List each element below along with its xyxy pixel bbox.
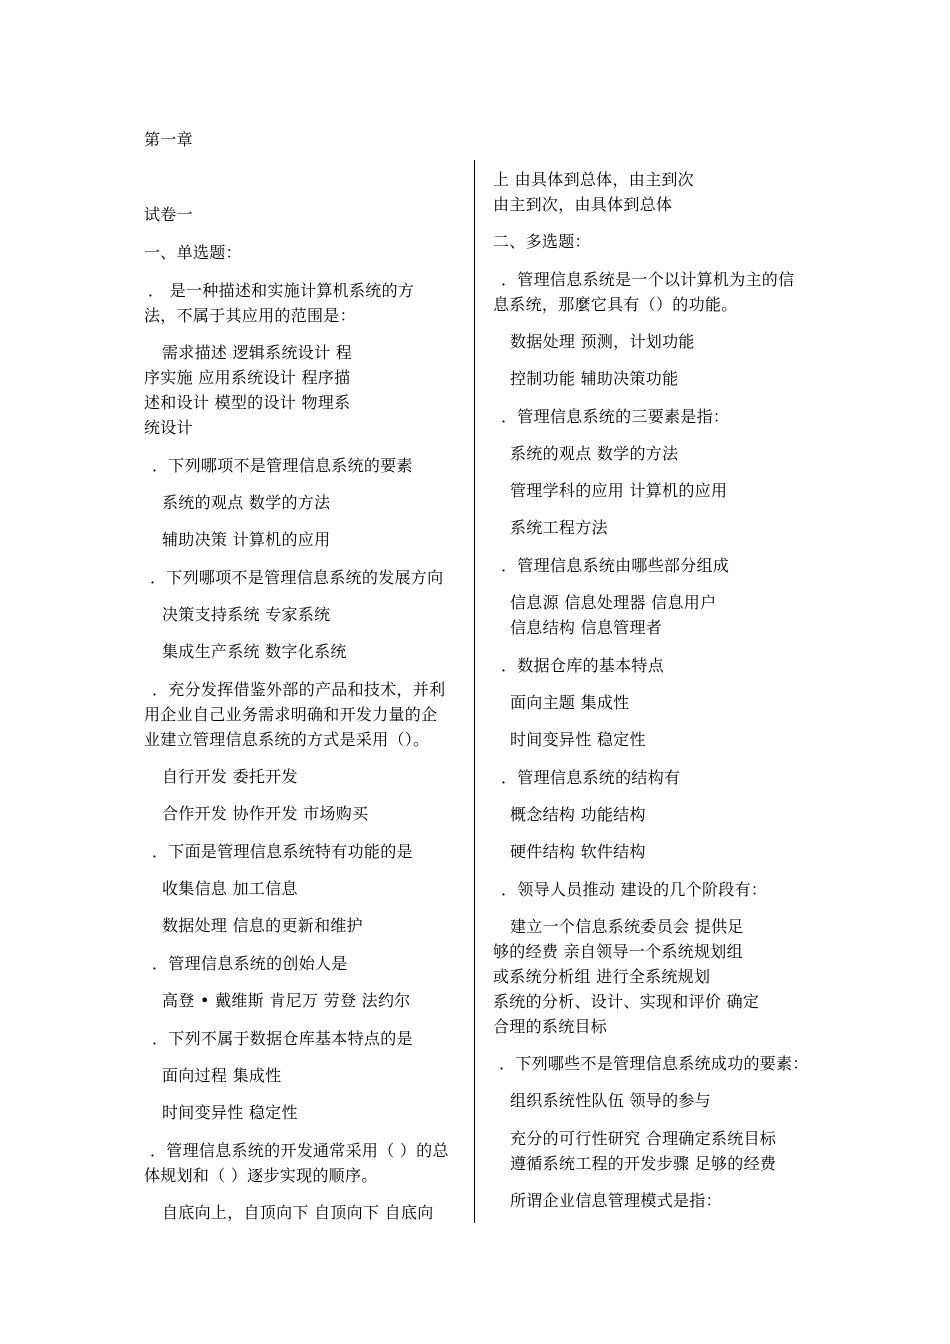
question-text: 用企业自己业务需求明确和开发力量的企: [144, 705, 438, 724]
option-line: 上 由具体到总体，由主到次: [493, 170, 694, 189]
question-text: ．管理信息系统由哪些部分组成: [501, 556, 730, 575]
option-line: 面向过程 集成性: [162, 1066, 282, 1085]
chapter-title: 第一章: [144, 130, 193, 149]
option-line: 信息结构 信息管理者: [510, 618, 663, 637]
option-line: 数据处理 预测，计划功能: [510, 332, 695, 351]
question-text: ．管理信息系统的结构有: [501, 768, 681, 787]
paper-title: 试卷一: [144, 205, 193, 224]
option-line: 系统的观点 数学的方法: [510, 444, 679, 463]
question-text: ．下列哪些不是管理信息系统成功的要素：: [499, 1054, 809, 1073]
option-line: 信息源 信息处理器 信息用户: [510, 593, 717, 612]
option-line: 建立一个信息系统委员会 提供足: [510, 917, 744, 936]
option-line: 高登 • 戴维斯 肯尼万 劳登 法约尔: [162, 991, 411, 1010]
option-line: 需求描述 逻辑系统设计 程: [162, 343, 353, 362]
option-line: 合作开发 协作开发 市场购买: [162, 804, 369, 823]
question-text: ．充分发挥借鉴外部的产品和技术，并利: [152, 680, 446, 699]
question-text: 体规划和（ ）逐步实现的顺序。: [144, 1166, 378, 1185]
section-heading-multiple-choice: 二、多选题：: [493, 232, 591, 251]
question-text: ．数据仓库的基本特点: [501, 656, 665, 675]
option-line: 统设计: [144, 418, 193, 437]
option-line: 自底向上，自顶向下 自顶向下 自底向: [162, 1203, 434, 1222]
question-text: ． 是一种描述和实施计算机系统的方: [148, 281, 415, 300]
option-line: 数据处理 信息的更新和维护: [162, 916, 363, 935]
option-line: 面向主题 集成性: [510, 693, 630, 712]
option-line: 组织系统性队伍 领导的参与: [510, 1091, 711, 1110]
section-heading-single-choice: 一、单选题：: [144, 243, 242, 262]
question-text: 所谓企业信息管理模式是指：: [510, 1191, 722, 1210]
option-line: 管理学科的应用 计算机的应用: [510, 481, 728, 500]
question-text: 业建立管理信息系统的方式是采用（）。: [144, 730, 430, 749]
question-text: ．下面是管理信息系统特有功能的是: [152, 842, 413, 861]
question-text: ．下列不属于数据仓库基本特点的是: [152, 1029, 413, 1048]
question-text: ．管理信息系统是一个以计算机为主的信: [501, 270, 795, 289]
question-text: 法，不属于其应用的范围是：: [144, 306, 356, 325]
option-line: 时间变异性 稳定性: [510, 730, 646, 749]
option-line: 辅助决策 计算机的应用: [162, 530, 331, 549]
question-text: ．管理信息系统的三要素是指：: [501, 407, 730, 426]
option-line: 时间变异性 稳定性: [162, 1103, 298, 1122]
option-line: 或系统分析组 进行全系统规划: [493, 967, 711, 986]
option-line: 集成生产系统 数字化系统: [162, 642, 347, 661]
option-line: 系统的分析、设计、实现和评价 确定: [493, 992, 760, 1011]
option-line: 控制功能 辅助决策功能: [510, 369, 679, 388]
question-text: ．下列哪项不是管理信息系统的要素: [152, 456, 413, 475]
option-line: 合理的系统目标: [493, 1017, 608, 1036]
option-line: 序实施 应用系统设计 程序描: [144, 368, 351, 387]
question-text: ．管理信息系统的开发通常采用（ ）的总: [150, 1141, 449, 1160]
option-line: 由主到次，由具体到总体: [493, 195, 673, 214]
option-line: 自行开发 委托开发: [162, 767, 298, 786]
question-text: ．管理信息系统的创始人是: [152, 954, 348, 973]
option-line: 决策支持系统 专家系统: [162, 605, 331, 624]
option-line: 概念结构 功能结构: [510, 805, 646, 824]
option-line: 充分的可行性研究 合理确定系统目标: [510, 1129, 777, 1148]
question-text: 息系统，那麼它具有（）的功能。: [493, 295, 738, 314]
option-line: 硬件结构 软件结构: [510, 842, 646, 861]
option-line: 遵循系统工程的开发步骤 足够的经费: [510, 1154, 777, 1173]
option-line: 系统的观点 数学的方法: [162, 493, 331, 512]
option-line: 收集信息 加工信息: [162, 879, 298, 898]
option-line: 够的经费 亲自领导一个系统规划组: [493, 942, 743, 961]
question-text: ．领导人员推动 建设的几个阶段有：: [501, 880, 768, 899]
column-divider: [474, 160, 475, 1223]
option-line: 系统工程方法: [510, 518, 608, 537]
option-line: 述和设计 模型的设计 物理系: [144, 393, 351, 412]
question-text: ．下列哪项不是管理信息系统的发展方向: [150, 568, 444, 587]
